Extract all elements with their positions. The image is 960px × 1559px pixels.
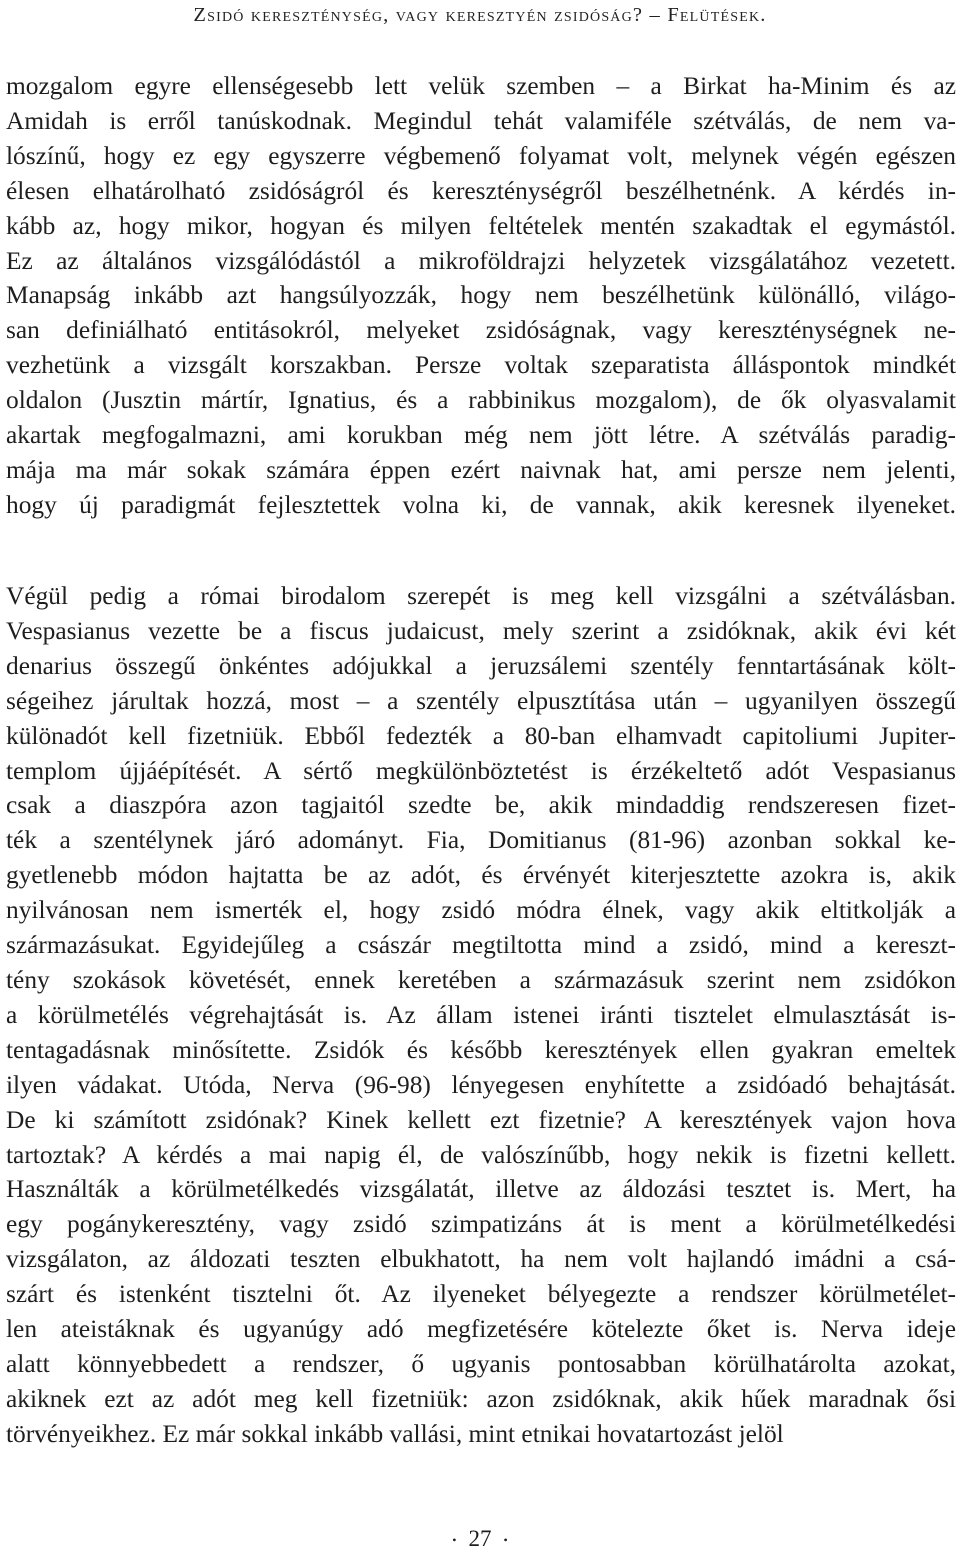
text-line: Ez az általános vizsgálódástól a mikroföldrajzi helyzetek vizsgálatához vezetett. <box>6 246 956 275</box>
text-line: élesen elhatárolható zsidóságról és kereszténységről beszélhetnénk. A kérdés in- <box>6 176 956 205</box>
text-line: mozgalom egyre ellenségesebb lett velük szemben – a Birkat ha-Minim és az <box>6 72 956 100</box>
text-line: templom újjáépítését. A sértő megkülönböztetést is érzékeltető adót Vespasianus <box>6 756 956 785</box>
text-line: ségeihez járultak hozzá, most – a szentély elpusztítása után – ugyanilyen összegű <box>6 686 956 715</box>
page-number: 27 <box>468 1526 492 1551</box>
text-line: san definiálható entitásokról, melyeket zsidóságnak, vagy kereszténységnek ne- <box>6 316 956 345</box>
text-line: szárt és istenként tisztelni őt. Az ilyeneket bélyegezte a rendszer körülmetélet- <box>6 1280 956 1309</box>
text-line: mája ma már sokak számára éppen ezért naivnak hat, ami persze nem jelenti, <box>6 455 956 484</box>
text-line: a körülmetélés végrehajtását is. Az állam istenei iránti tisztelet elmulasztását is- <box>6 1000 956 1029</box>
text-line: Amidah is erről tanúskodnak. Megindul tehát valamiféle szétválás, de nem va- <box>6 106 956 135</box>
text-line: hogy új paradigmát fejlesztettek volna ki, de vannak, akik keresnek ilyeneket. <box>6 490 956 519</box>
text-line: egy pogánykeresztény, vagy zsidó szimpatizáns át is ment a körülmetélkedési <box>6 1210 956 1239</box>
paragraph-1 <box>6 69 956 523</box>
text-line: Végül pedig a római birodalom szerepét is meg kell vizsgálni a szétválásban. <box>6 582 956 610</box>
text-line: De ki számított zsidónak? Kinek kellett ezt fizetnie? A keresztények vajon hova <box>6 1105 956 1134</box>
text-line: vezhetünk a vizsgált korszakban. Persze voltak szeparatista álláspontok mindkét <box>6 351 956 380</box>
page-footer <box>0 1526 960 1552</box>
text-line: származásukat. Egyidejűleg a császár megtiltotta mind a zsidó, mind a kereszt- <box>6 931 956 960</box>
text-line: Manapság inkább azt hangsúlyozzák, hogy nem beszélhetünk különálló, világo- <box>6 281 956 310</box>
text-line: tény szokások követését, ennek keretében a származásuk szerint nem zsidókon <box>6 965 956 994</box>
text-line: oldalon (Jusztin mártír, Ignatius, és a rabbinikus mozgalom), de ők olyasvalamit <box>6 386 956 415</box>
bullet-left-icon: • <box>452 1533 457 1548</box>
text-line: különadót kell fizetniük. Ebből fedezték a 80-ban elhamvadt capitoliumi Jupiter- <box>6 721 956 750</box>
text-line: Vespasianus vezette be a fiscus judaicust, mely szerint a zsidóknak, akik évi két <box>6 616 956 645</box>
text-line: ték a szentélynek járó adományt. Fia, Domitianus (81-96) azonban sokkal ke- <box>6 826 956 855</box>
text-line: tentagadásnak minősítette. Zsidók és később keresztények ellen gyakran emeltek <box>6 1035 956 1064</box>
running-header: Zsidó kereszténység, vagy keresztyén zsidóság? – Felütések. <box>193 4 767 26</box>
text-line: Használták a körülmetélkedés vizsgálatát, illetve az áldozási tesztet is. Mert, ha <box>6 1175 956 1204</box>
text-line: alatt könnyebbedett a rendszer, ő ugyanis pontosabban körülhatárolta azokat, <box>6 1349 956 1378</box>
paragraph-2 <box>6 579 956 1452</box>
text-line: törvényeikhez. Ez már sokkal inkább vallási, mint etnikai hovatartozást jelöl <box>6 1419 784 1448</box>
text-line: kább az, hogy mikor, hogyan és milyen feltételek mentén szakadtak el egymástól. <box>6 211 956 240</box>
text-line: lószínű, hogy ez egy egyszerre végbemenő folyamat volt, melynek végén egészen <box>6 141 956 170</box>
text-line: vizsgálaton, az áldozati teszten elbukhatott, ha nem volt hajlandó imádni a csá- <box>6 1245 956 1274</box>
text-line: nyilvánosan nem ismerték el, hogy zsidó módra élnek, vagy akik eltitkolják a <box>6 896 956 925</box>
text-line: ilyen vádakat. Utóda, Nerva (96-98) lényegesen enyhítette a zsidóadó behajtását. <box>6 1070 956 1099</box>
text-line: gyetlenebb módon hajtatta be az adót, és érvényét kiterjesztette azokra is, akik <box>6 861 956 890</box>
text-line: akiknek ezt az adót meg kell fizetniük: azon zsidóknak, akik hűek maradnak ősi <box>6 1384 956 1413</box>
text-line: len ateistáknak és ugyanúgy adó megfizetésére kötelezte őket is. Nerva ideje <box>6 1315 956 1344</box>
text-line: csak a diaszpóra azon tagjaitól szedte be, akik mindaddig rendszeresen fizet- <box>6 791 956 820</box>
text-line: akartak megfogalmazni, ami korukban még nem jött létre. A szétválás paradig- <box>6 421 956 450</box>
bullet-right-icon: • <box>503 1533 508 1548</box>
text-line: denarius összegű önkéntes adójukkal a jeruzsálemi szentély fenntartásának költ- <box>6 651 956 680</box>
text-line: tartoztak? A kérdés a mai napig él, de valószínűbb, hogy nekik is fizetni kellett. <box>6 1140 956 1169</box>
